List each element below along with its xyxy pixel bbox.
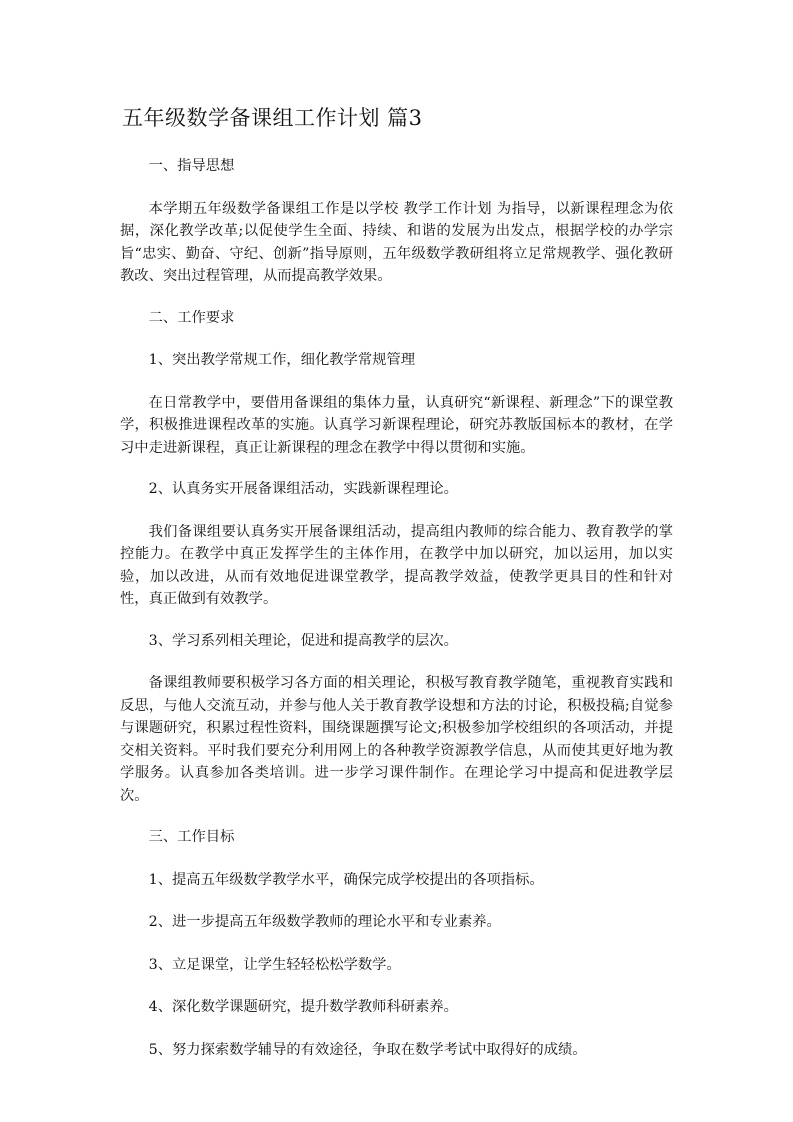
section-heading-guiding-ideology: 一、指导思想: [148, 158, 235, 174]
goal-item-1: 1、提高五年级数学教学水平，确保完成学校提出的各项指标。: [148, 871, 544, 888]
subheading-routine-teaching: 1、突出教学常规工作，细化教学常规管理: [148, 352, 416, 368]
subheading-lesson-group-activities: 2、认真务实开展备课组活动，实践新课程理论。: [148, 481, 458, 497]
paragraph-guiding-ideology: 本学期五年级数学备课组工作是以学校 教学工作计划 为指导，以新课程理念为依据，深化教学改革;以促使学生全面、持续、和谐的发展为出发点，根据学校的办学宗旨“忠实、勤奋、守纪、创新”指导原则，五年级数学教研组将立足常规教学、强化教研教改、突出过程管理，从而提高教学效果。: [120, 200, 673, 284]
goal-item-3: 3、立足课堂，让学生轻轻松松学数学。: [148, 956, 401, 973]
subheading-theory-study: 3、学习系列相关理论，促进和提高教学的层次。: [148, 632, 458, 649]
section-heading-work-requirements: 二、工作要求: [148, 309, 235, 326]
goal-item-2: 2、进一步提高五年级数学教师的理论水平和专业素养。: [148, 914, 501, 930]
paragraph-lesson-group-activities: 我们备课组要认真务实开展备课组活动，提高组内教师的综合能力、教育教学的掌控能力。在教学中真正发挥学生的主体作用，在教学中加以研究，加以运用，加以实验，加以改进，从而有效地促进课堂教学，提高教学效益，使教学更具目的性和针对性，真正做到有效教学。: [120, 523, 673, 607]
document-title: 五年级数学备课组工作计划 篇3: [122, 106, 423, 130]
goal-item-5: 5、努力探索数学辅导的有效途径，争取在数学考试中取得好的成绩。: [148, 1041, 587, 1058]
paragraph-theory-study: 备课组教师要积极学习各方面的相关理论，积极写教育教学随笔，重视教育实践和反思，与他人交流互动，并参与他人关于教育教学设想和方法的讨论，积极投稿;自觉参与课题研究，积累过程性资料，围绕课题撰写论文;积极参加学校组织的各项活动，并提交相关资料。平时我们要充分利用网上的各种教学资源教学信息，从而使其更好地为教学服务。认真参加各类培训。进一步学习课件制作。在理论学习中提高和促进教学层次。: [120, 675, 673, 804]
section-heading-work-goals: 三、工作目标: [148, 829, 235, 845]
document-body: [120, 155, 673, 1081]
paragraph-routine-teaching: 在日常教学中，要借用备课组的集体力量，认真研究“新课程、新理念”下的课堂教学，积极推进课程改革的实施。认真学习新课程理论，研究苏教版国标本的教材，在学习中走进新课程，真正让新课程的理念在教学中得以贯彻和实施。: [120, 394, 673, 456]
goal-item-4: 4、深化数学课题研究，提升数学教师科研素养。: [148, 999, 458, 1015]
